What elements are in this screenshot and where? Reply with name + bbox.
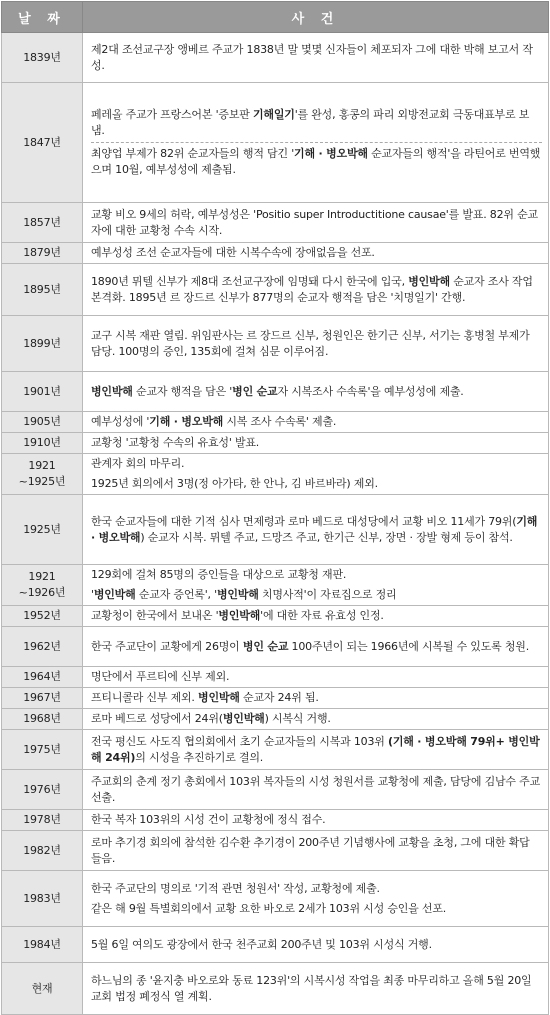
event-text: 교황 비오 9세의 허락, 예부성성은 'Positio super Introductitione causae'를 발표. 82위 순교자에 대한 교황청 수속 시작. [91,207,538,237]
history-table [1,1,549,1015]
event-cell [83,730,549,770]
event-text: 예부성성 조선 순교자들에 대한 시복수속에 장애없음을 선포. [91,246,375,259]
event-text: 교황청 '교황청 수속의 유효성' 발표. [91,436,260,449]
event-cell [83,709,549,730]
table-row [2,606,549,627]
event-text: 한국 순교자들에 대한 기적 심사 면제령과 로마 베드로 대성당에서 교황 비오 11세가 79위(기해 · 병오박해) 순교자 시복. 뮈텔 주교, 드망즈 주교, 한기근 신부, 장면 · 장발 형제 등이 참석. [91,514,538,544]
event-text: 명단에서 푸르티에 신부 제외. [91,670,230,683]
event-text: 교구 시복 재판 열림. 위임판사는 르 장드르 신부, 청원인은 한기근 신부, 서기는 홍병철 부제가 담당. 100명의 증인, 135회에 걸쳐 심문 이루어짐. [91,328,530,358]
event-column-header: 사 건 [83,2,549,33]
year-cell: 1839년 [2,33,83,83]
event-cell [83,871,549,927]
event-text: 주교회의 춘계 정기 총회에서 103위 복자들의 시성 청원서를 교황청에 제출, 담당에 김남수 주교 선출. [91,774,541,804]
event-cell [83,688,549,709]
event-cell [83,927,549,963]
event-cell [83,627,549,667]
table-row [2,810,549,831]
event-cell [83,565,549,606]
event-cell [83,264,549,316]
table-row [2,627,549,667]
year-cell: 1910년 [2,433,83,454]
event-cell [83,454,549,495]
event-cell [83,412,549,433]
table-row [2,372,549,412]
event-text: 한국 주교단의 명의로 '기적 관면 청원서' 작성, 교황청에 제출. [91,881,380,895]
event-text: 로마 추기경 회의에 참석한 김수환 추기경이 200주년 기념행사에 교황을 초청, 그에 대한 확답 들음. [91,835,530,865]
table-row [2,770,549,810]
year-cell: 1847년 [2,83,83,203]
year-cell: 현재 [2,963,83,1015]
event-text: 최양업 부제가 82위 순교자들의 행적 담긴 '기해 · 병오박해 순교자들의 행적'을 라틴어로 번역했으며 10월, 예부성성에 제출됨. [91,142,542,178]
event-text: 페레올 주교가 프랑스어본 '증보판 기해일기'를 완성, 홍콩의 파리 외방전교회 극동대표부로 보냄. [91,108,530,137]
table-row [2,83,549,203]
event-cell [83,83,549,203]
event-cell [83,770,549,810]
year-cell: 1964년 [2,667,83,688]
table-row [2,963,549,1015]
event-text: 129회에 걸쳐 85명의 증인들을 대상으로 교황청 재판. [91,568,347,581]
event-cell [83,33,549,83]
table-row [2,565,549,606]
table-row [2,264,549,316]
event-cell [83,667,549,688]
table-body [2,33,549,1015]
event-cell [83,810,549,831]
year-cell: 1899년 [2,316,83,372]
event-text: 로마 베드로 성당에서 24위(병인박해) 시복식 거행. [91,712,331,725]
event-text: 1890년 뮈텔 신부가 제8대 조선교구장에 임명돼 다시 한국에 입국, 병인박해 순교자 조사 작업 본격화. 1895년 르 장드르 신부가 877명의 순교자 행적을 담은 '치명일기' 간행. [91,274,533,304]
event-text: 예부성성에 '기해 · 병오박해 시복 조사 수속록' 제출. [91,415,337,428]
year-cell: 1967년 [2,688,83,709]
year-cell: 1921 ~1925년 [2,454,83,495]
table-row [2,730,549,770]
event-text: 전국 평신도 사도직 협의회에서 초기 순교자들의 시복과 103위 (기해 · 병오박해 79위+ 병인박해 24위)의 시성을 추진하기로 결의. [91,734,540,764]
table-row [2,33,549,83]
year-cell: 1925년 [2,495,83,565]
event-text: 관계자 회의 마무리. [91,457,185,470]
year-cell: 1984년 [2,927,83,963]
event-cell [83,963,549,1015]
table-row [2,688,549,709]
event-text: 한국 주교단이 교황에게 26명이 병인 순교 100주년이 되는 1966년에 시복될 수 있도록 청원. [91,639,530,653]
year-cell: 1905년 [2,412,83,433]
table-row [2,871,549,927]
event-text: 하느님의 종 '윤지충 바오로와 동료 123위'의 시복시성 작업을 최종 마무리하고 올해 5월 20일 교회 법정 폐정식 열 계획. [91,973,532,1003]
table-row [2,454,549,495]
year-cell: 1895년 [2,264,83,316]
event-text: 프티니콜라 신부 제외. 병인박해 순교자 24위 됨. [91,691,319,704]
year-cell: 1857년 [2,203,83,243]
event-text: 한국 복자 103위의 시성 건이 교황청에 정식 접수. [91,813,326,826]
year-cell: 1975년 [2,730,83,770]
event-cell [83,831,549,871]
year-column-header: 날 짜 [2,2,83,33]
event-cell [83,495,549,565]
year-cell: 1968년 [2,709,83,730]
event-text: 같은 해 9월 특별회의에서 교황 요한 바오로 2세가 103위 시성 승인을 선포. [91,901,447,915]
table-row [2,495,549,565]
year-cell: 1879년 [2,243,83,264]
event-cell [83,243,549,264]
year-cell: 1983년 [2,871,83,927]
table-row [2,831,549,871]
table-row [2,433,549,454]
year-cell: 1962년 [2,627,83,667]
event-text: 5월 6일 여의도 광장에서 한국 천주교회 200주년 및 103위 시성식 거행. [91,937,432,951]
event-text: 병인박해 순교자 행적을 담은 '병인 순교자 시복조사 수속록'을 예부성성에 제출. [91,384,464,398]
table-header-row [2,2,549,33]
year-cell: 1921 ~1926년 [2,565,83,606]
event-text: 교황청이 한국에서 보내온 '병인박해'에 대한 자료 유효성 인정. [91,609,384,622]
year-cell: 1976년 [2,770,83,810]
year-cell: 1978년 [2,810,83,831]
table-row [2,203,549,243]
table-row [2,927,549,963]
table-row [2,709,549,730]
year-cell: 1952년 [2,606,83,627]
year-cell: 1982년 [2,831,83,871]
event-cell [83,316,549,372]
event-text: '병인박해 순교자 증언록', '병인박해 치명사적'이 자료집으로 정리 [91,588,397,601]
table-row [2,316,549,372]
event-cell [83,433,549,454]
year-cell: 1901년 [2,372,83,412]
event-cell [83,606,549,627]
event-text: 1925년 회의에서 3명(정 아가타, 한 안나, 김 바르바라) 제외. [91,477,378,490]
table-row [2,667,549,688]
event-cell [83,203,549,243]
table-row [2,412,549,433]
event-text: 제2대 조선교구장 앵베르 주교가 1838년 말 몇몇 신자들이 체포되자 그에 대한 박해 보고서 작성. [91,42,533,72]
table-row [2,243,549,264]
event-cell [83,372,549,412]
